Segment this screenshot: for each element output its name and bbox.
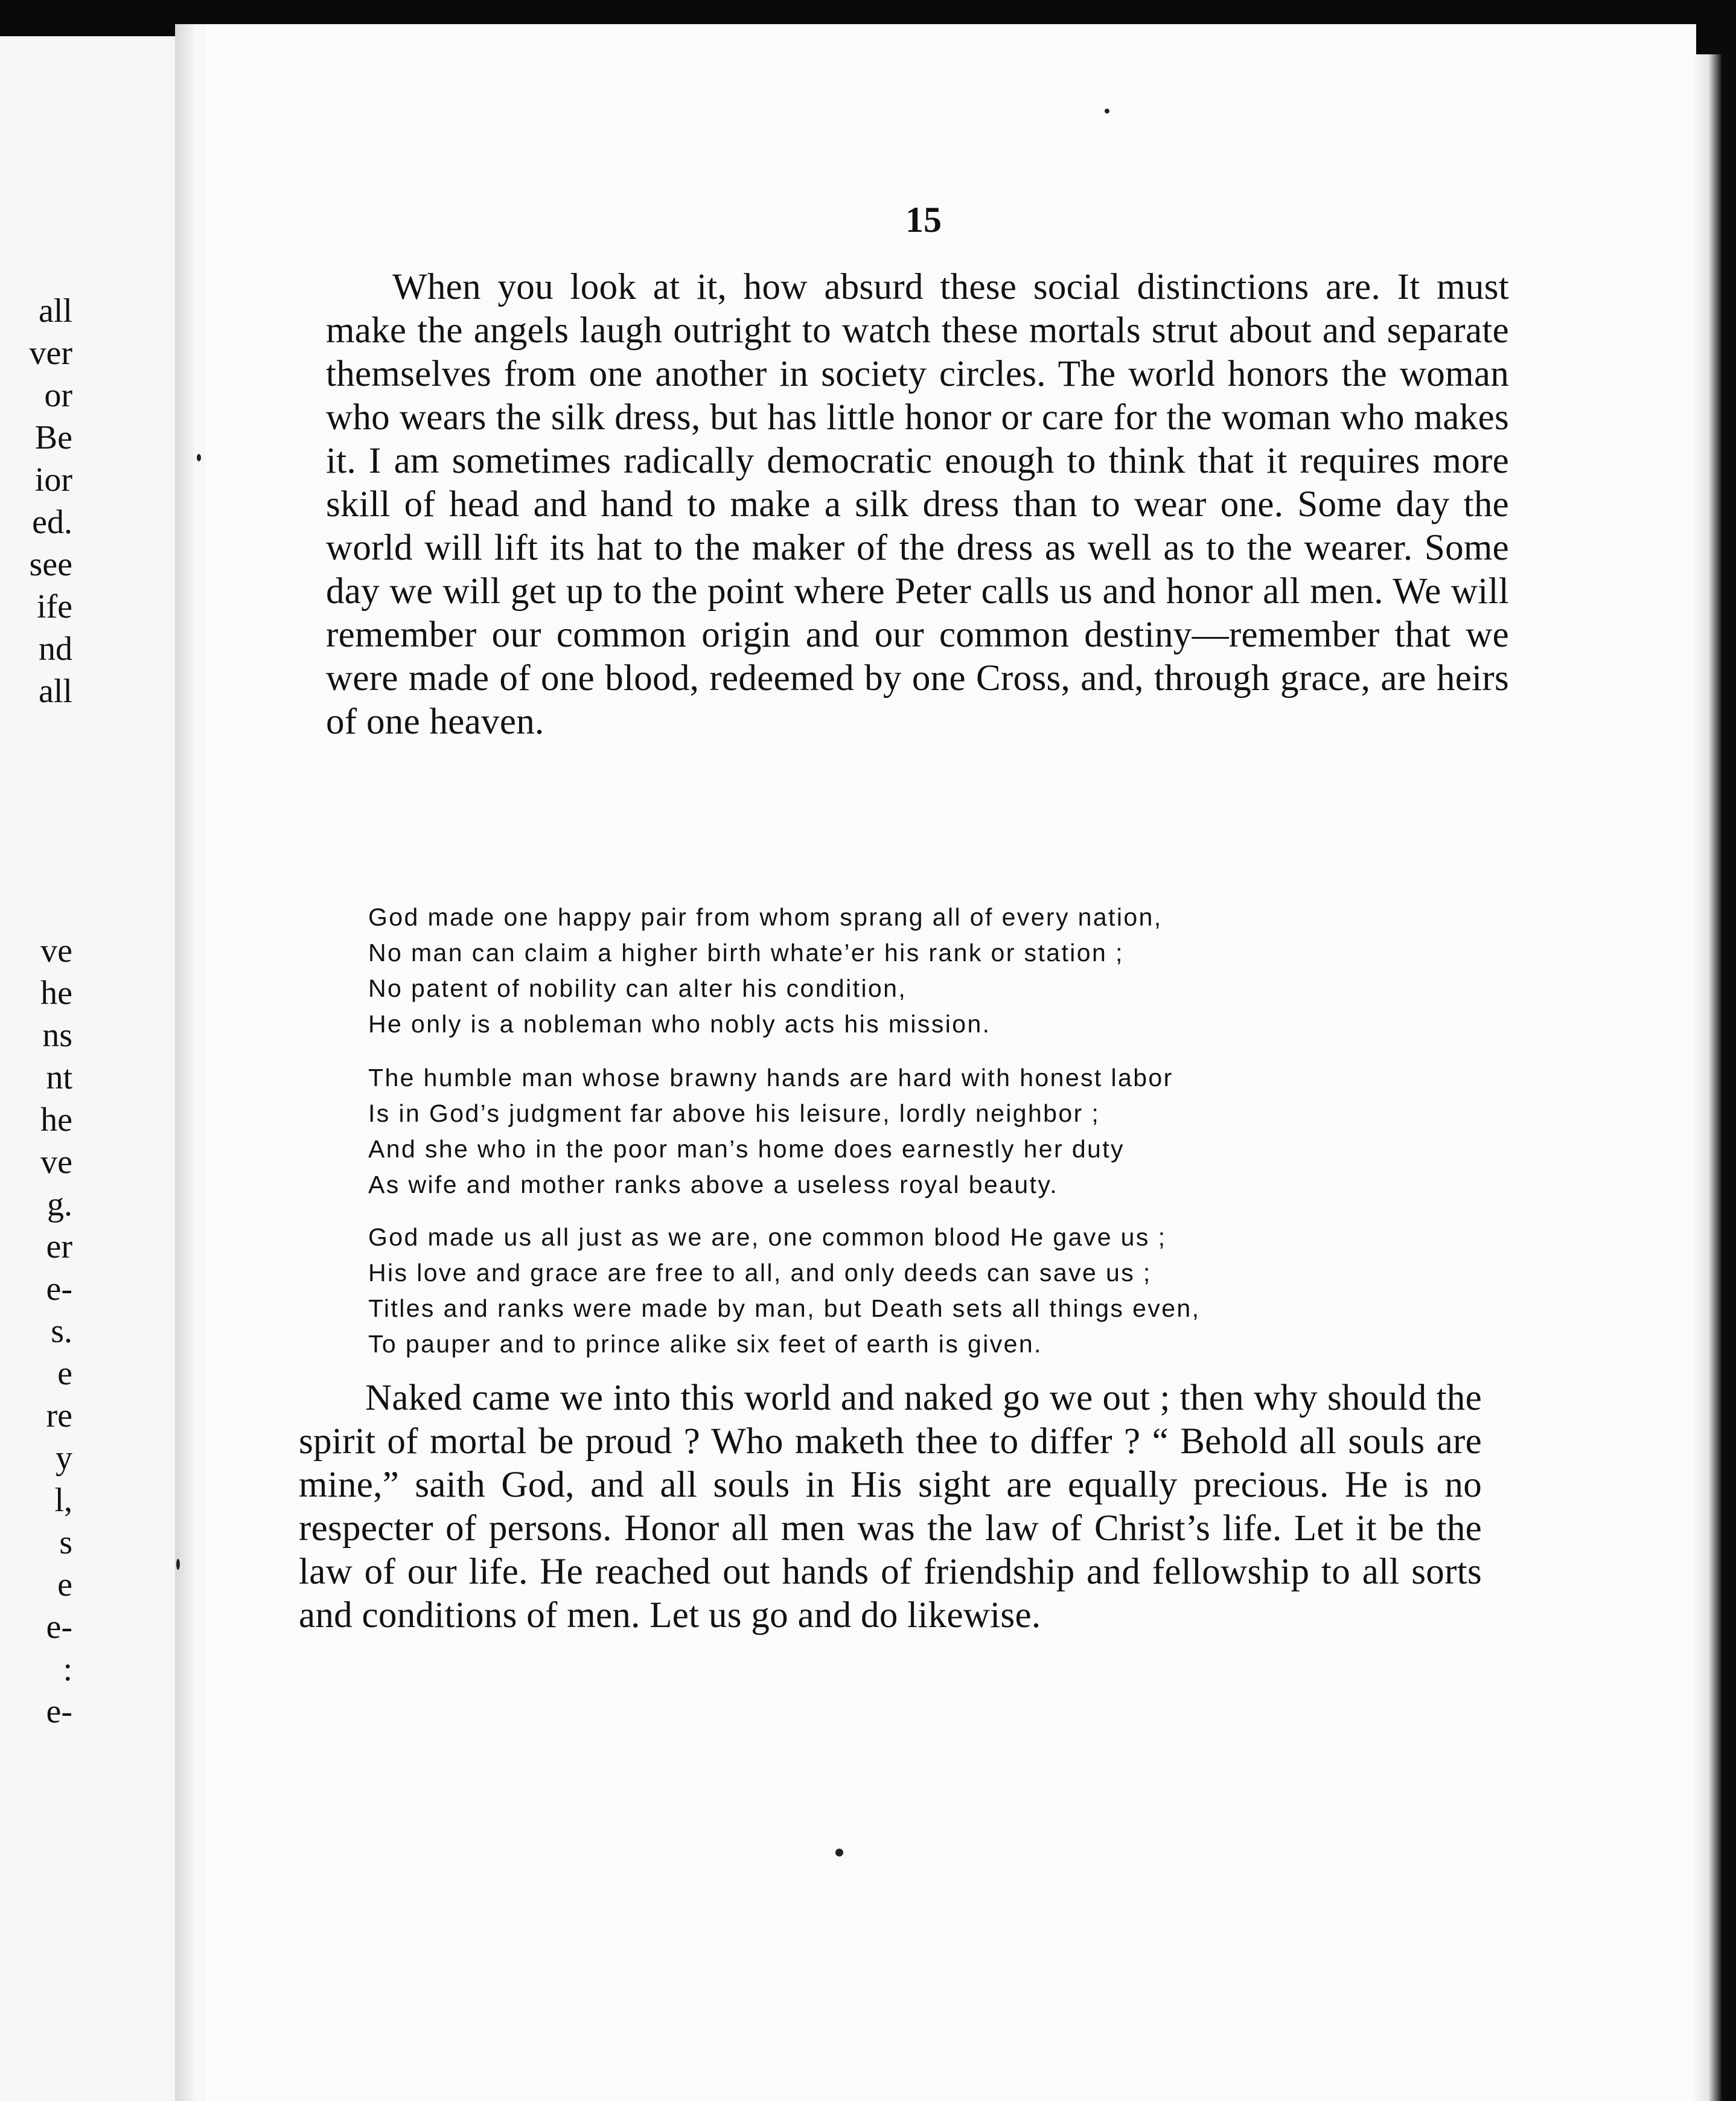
text-fragment: e- bbox=[46, 1608, 72, 1646]
text-fragment: y bbox=[56, 1439, 72, 1477]
text-fragment: s bbox=[59, 1524, 72, 1561]
text-fragment: e- bbox=[46, 1693, 72, 1730]
text-fragment: ior bbox=[34, 461, 72, 499]
page-number: 15 bbox=[905, 200, 942, 240]
page-edge-shadow bbox=[1690, 54, 1736, 2101]
poem-line: As wife and mother ranks above a useless royal beauty. bbox=[368, 1171, 1058, 1198]
text-fragment: ver bbox=[29, 334, 72, 372]
text-fragment: s. bbox=[51, 1313, 72, 1350]
text-fragment: nd bbox=[39, 630, 72, 668]
text-fragment: ve bbox=[40, 1143, 72, 1181]
text-fragment: all bbox=[39, 673, 72, 710]
text-fragment: e- bbox=[46, 1270, 72, 1308]
text-fragment: all bbox=[39, 292, 72, 330]
text-fragment: er bbox=[46, 1228, 72, 1265]
poem-line: To pauper and to prince alike six feet of earth is given. bbox=[368, 1330, 1042, 1358]
text-fragment: : bbox=[63, 1651, 72, 1688]
text-fragment: g. bbox=[47, 1186, 72, 1223]
text-fragment: ns bbox=[42, 1017, 72, 1054]
ink-speck bbox=[197, 454, 201, 461]
poem-line: He only is a nobleman who nobly acts his mission. bbox=[368, 1010, 991, 1038]
ink-speck bbox=[176, 1559, 180, 1570]
text-fragment: ed. bbox=[32, 504, 72, 541]
text-fragment: e bbox=[57, 1355, 72, 1392]
poem-line: God made us all just as we are, one common blood He gave us ; bbox=[368, 1223, 1167, 1251]
poem-line: God made one happy pair from whom sprang all of every nation, bbox=[368, 903, 1163, 931]
text-fragment: nt bbox=[46, 1059, 72, 1096]
ink-speck bbox=[835, 1849, 843, 1856]
facing-page-edge bbox=[0, 36, 181, 2101]
poem-line: The humble man whose brawny hands are hard with honest labor bbox=[368, 1064, 1173, 1092]
facing-page-fragments-top bbox=[0, 290, 72, 712]
poem-line: And she who in the poor man’s home does earnestly her duty bbox=[368, 1135, 1125, 1163]
ink-speck bbox=[1105, 109, 1109, 114]
poem-stanza-1 bbox=[368, 900, 1406, 1042]
text-fragment: ife bbox=[36, 588, 72, 625]
poem-line: His love and grace are free to all, and only deeds can save us ; bbox=[368, 1259, 1152, 1287]
text-fragment: he bbox=[40, 1101, 72, 1139]
facing-page-fragments-bottom bbox=[0, 930, 72, 1733]
poem-line: No man can claim a higher birth whate’er his rank or station ; bbox=[368, 939, 1124, 967]
paragraph-social-distinctions bbox=[326, 266, 1509, 744]
text-fragment: see bbox=[29, 546, 72, 583]
poem-line: No patent of nobility can alter his condition, bbox=[368, 974, 907, 1002]
text-fragment: e bbox=[57, 1566, 72, 1604]
paragraph-naked-came-we bbox=[299, 1377, 1482, 1637]
paragraph-text: When you look at it, how absurd these social distinctions are. It must make the angels laugh outright to watch these mortals strut about and separate themselves from one another in society circles. The world honors the woman who wears the silk dress, but has little honor or care for the woman who makes it. I am sometimes radically democratic enough to think that it requires more skill of head and hand to make a silk dress than to wear one. Some day the world will lift its hat to the maker of the dress as well as to the wearer. Some day we will get up to the point where Peter calls us and honor all men. We will remember our common origin and our common destiny—remember that we were made of one blood, redeemed by one Cross, and, through grace, are heirs of one heaven. bbox=[326, 267, 1509, 742]
text-fragment: Be bbox=[34, 419, 72, 456]
text-fragment: ve bbox=[40, 932, 72, 970]
poem-stanza-3 bbox=[368, 1220, 1406, 1362]
paragraph-text: Naked came we into this world and naked go we out ; then why should the spirit of mortal be proud ? Who maketh thee to differ ? “ Behold all souls are mine,” saith God, and all souls in His sight are equally precious. He is no respecter of persons. Honor all men was the law of Christ’s life. Let it be the law of our life. He reached out hands of friendship and fellowship to all sorts and conditions of men. Let us go and do likewise. bbox=[299, 1378, 1482, 1636]
text-fragment: he bbox=[40, 974, 72, 1012]
poem-line: Is in God’s judgment far above his leisure, lordly neighbor ; bbox=[368, 1099, 1100, 1127]
text-fragment: or bbox=[44, 377, 72, 414]
poem-line: Titles and ranks were made by man, but Death sets all things even, bbox=[368, 1294, 1201, 1322]
text-fragment: re bbox=[46, 1397, 72, 1434]
poem-stanza-2 bbox=[368, 1060, 1406, 1203]
text-fragment: l, bbox=[54, 1482, 72, 1519]
